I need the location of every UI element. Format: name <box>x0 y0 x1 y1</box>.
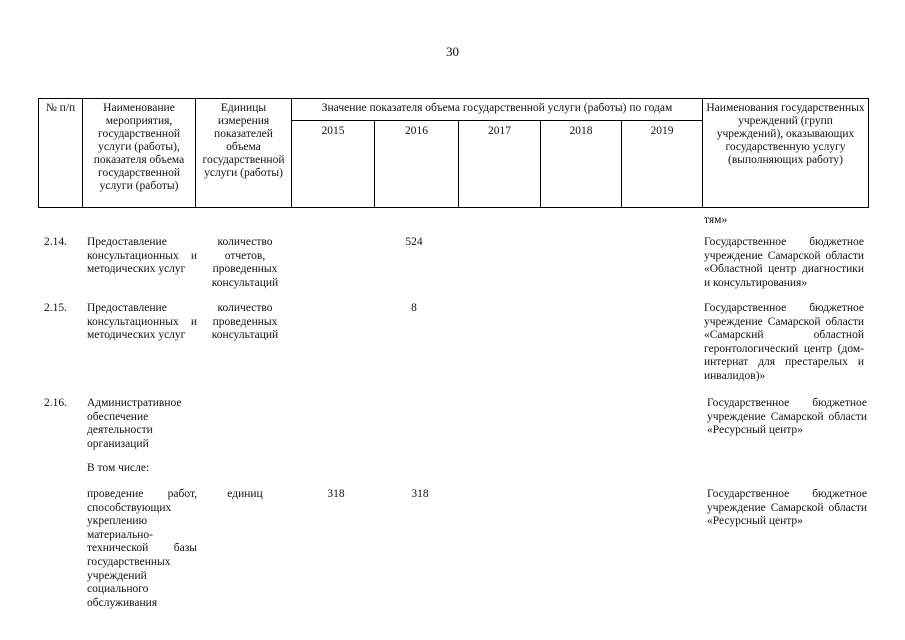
row-unit: единиц <box>227 488 263 500</box>
header-year-2015: 2015 <box>292 121 375 208</box>
row-institution: Государственное бюджетное учреждение Самарской области «Областной центр диагностики и консультирования» <box>704 236 864 289</box>
row-name: Предоставление консультационных и методических услуг <box>87 302 197 342</box>
row-name: проведение работ, способствующих укреплению материально-технической базы государственных учреждений социального обслуживания <box>87 488 197 609</box>
header-year-2016: 2016 <box>375 121 459 208</box>
header-unit: Единицы измерения показателей объема государственной услуги (работы) <box>196 99 292 208</box>
header-values: Значение показателя объема государственной услуги (работы) по годам <box>292 99 703 121</box>
header-year-2017: 2017 <box>459 121 541 208</box>
row-unit: количество проведенных консультаций <box>211 302 279 342</box>
page-number: 30 <box>446 44 459 59</box>
value-2015: 318 <box>327 488 345 500</box>
subheading: В том числе: <box>87 462 150 474</box>
header-name: Наименование мероприятия, государственной услуги (работы), показателя объема государственной услуги (работы) <box>83 99 196 208</box>
table-header <box>38 98 869 208</box>
row-number: 2.14. <box>44 236 67 248</box>
row-institution: Государственное бюджетное учреждение Самарской области «Ресурсный центр» <box>707 397 867 437</box>
header-year-2019: 2019 <box>622 121 703 208</box>
value-2016: 524 <box>405 236 423 248</box>
row-institution: Государственное бюджетное учреждение Самарской области «Самарский областной геронтологический центр (дом-интернат для престарелых и инвалидов)» <box>704 302 864 382</box>
continuation-text: тям» <box>704 214 728 226</box>
header-institution: Наименования государственных учреждений (групп учреждений), оказывающих государственную услугу (выполняющих работу) <box>703 99 869 208</box>
row-number: 2.16. <box>44 397 67 409</box>
header-year-2018: 2018 <box>541 121 622 208</box>
row-name: Предоставление консультационных и методических услуг <box>87 236 197 276</box>
row-name: Административное обеспечение деятельности организаций <box>87 397 182 450</box>
value-2016: 318 <box>411 488 429 500</box>
header-number: № п/п <box>39 99 83 208</box>
row-unit: количество отчетов, проведенных консультаций <box>211 236 279 289</box>
value-2016: 8 <box>411 302 417 314</box>
row-institution: Государственное бюджетное учреждение Самарской области «Ресурсный центр» <box>707 488 867 528</box>
row-number: 2.15. <box>44 302 67 314</box>
